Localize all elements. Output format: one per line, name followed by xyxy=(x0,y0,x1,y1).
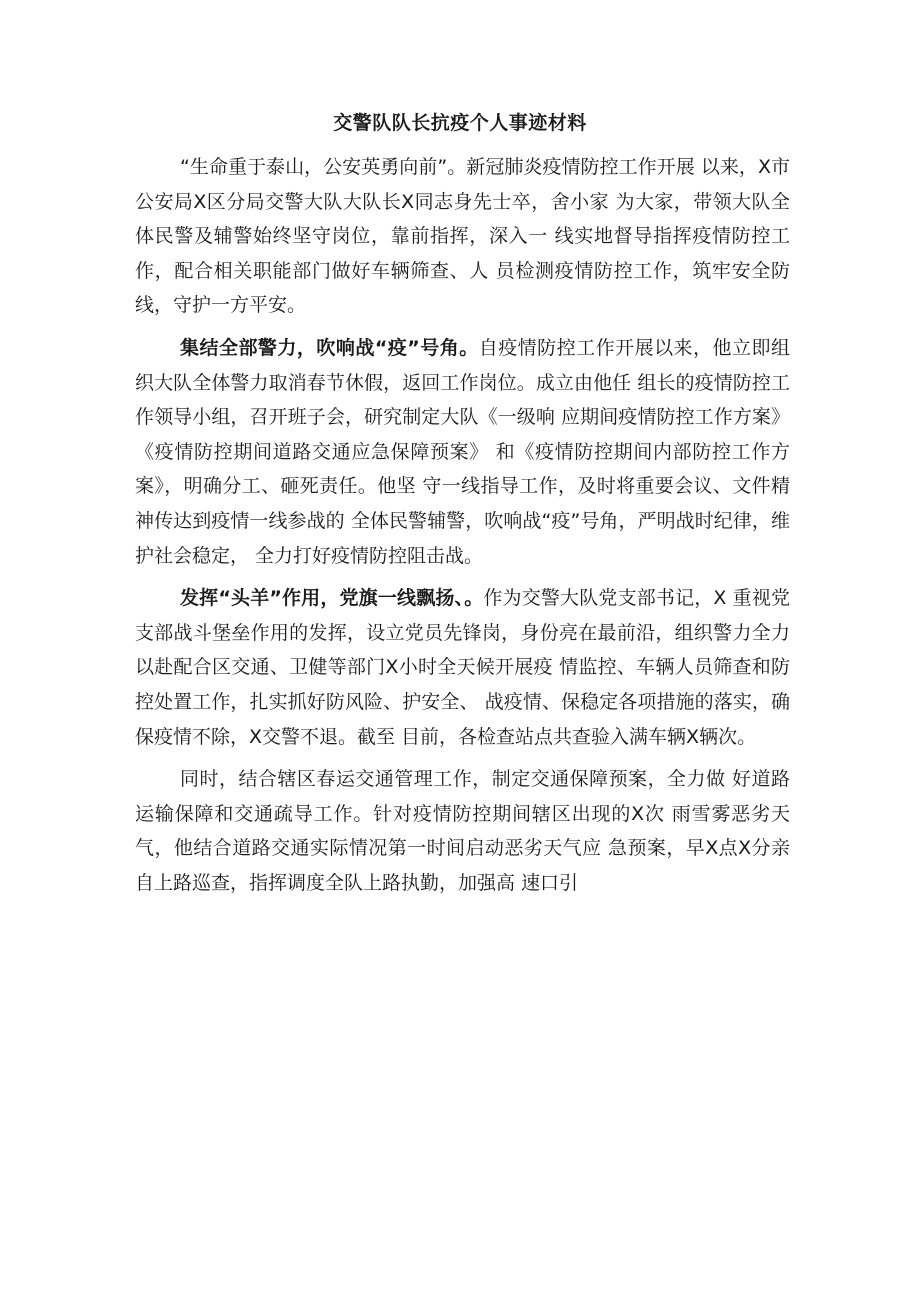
paragraph-traffic xyxy=(135,762,790,900)
paragraph-text: 同时，结合辖区春运交通管理工作，制定交通保障预案，全力做 好道路运输保障和交通疏导工作。针对疫情防控期间辖区出现的X次 雨雪雾恶劣天气，他结合道路交通实际情况第一时间启动恶劣天气应 急预案，早X点X分亲自上路巡查，指挥调度全队上路执勤，加强高 速口引 xyxy=(135,768,790,894)
paragraph-text: 自疫情防控工作开展以来，他立即组织大队全体警力取消春节休假，返回工作岗位。成立由他任 组长的疫情防控工作领导小组，召开班子会，研究制定大队《一级响 应期间疫情防控工作方案》《疫情防控期间道路交通应急保障预案》 和《疫情防控期间内部防控工作方案》，明确分工、砸死责任。他坚 守一线指导工作，及时将重要会议、文件精神传达到疫情一线参战的 全体民警辅警，吹响战“疫”号角，严明战时纪律，维护社会稳定， 全力打好疫情防控阻击战。 xyxy=(135,336,790,567)
paragraph-intro xyxy=(135,150,790,323)
document-body xyxy=(135,150,790,900)
paragraph-mobilize xyxy=(135,331,790,573)
paragraph-text: 作为交警大队党支部书记，X 重视党支部战斗堡垒作用的发挥，设立党员先锋岗，身份亮在最前沿，组织警力全力以赴配合区交通、卫健等部门X小时全天候开展疫 情监控、车辆人员筛查和防控处置工作，扎实抓好防风险、护安全、 战疫情、保稳定各项措施的落实，确保疫情不除，X交警不退。截至 目前，各检查站点共查验入满车辆X辆次。 xyxy=(135,587,790,748)
paragraph-lead: 发挥“头羊”作用，党旗一线飘扬、。 xyxy=(180,587,484,610)
paragraph-lead: 集结全部警力，吹响战“疫”号角。 xyxy=(180,336,479,359)
paragraph-party xyxy=(135,581,790,754)
document-title: 交警队队长抗疫个人事迹材料 xyxy=(333,112,587,134)
paragraph-text: “生命重于泰山，公安英勇向前”。新冠肺炎疫情防控工作开展 以来，X市公安局X区分局交警大队大队长X同志身先士卒，舍小家 为大家，带领大队全体民警及辅警始终坚守岗位，靠前指挥，深入一 线实地督导指挥疫情防控工作，配合相关职能部门做好车辆筛查、人 员检测疫情防控工作，筑牢安全防线，守护一方平安。 xyxy=(135,156,790,317)
